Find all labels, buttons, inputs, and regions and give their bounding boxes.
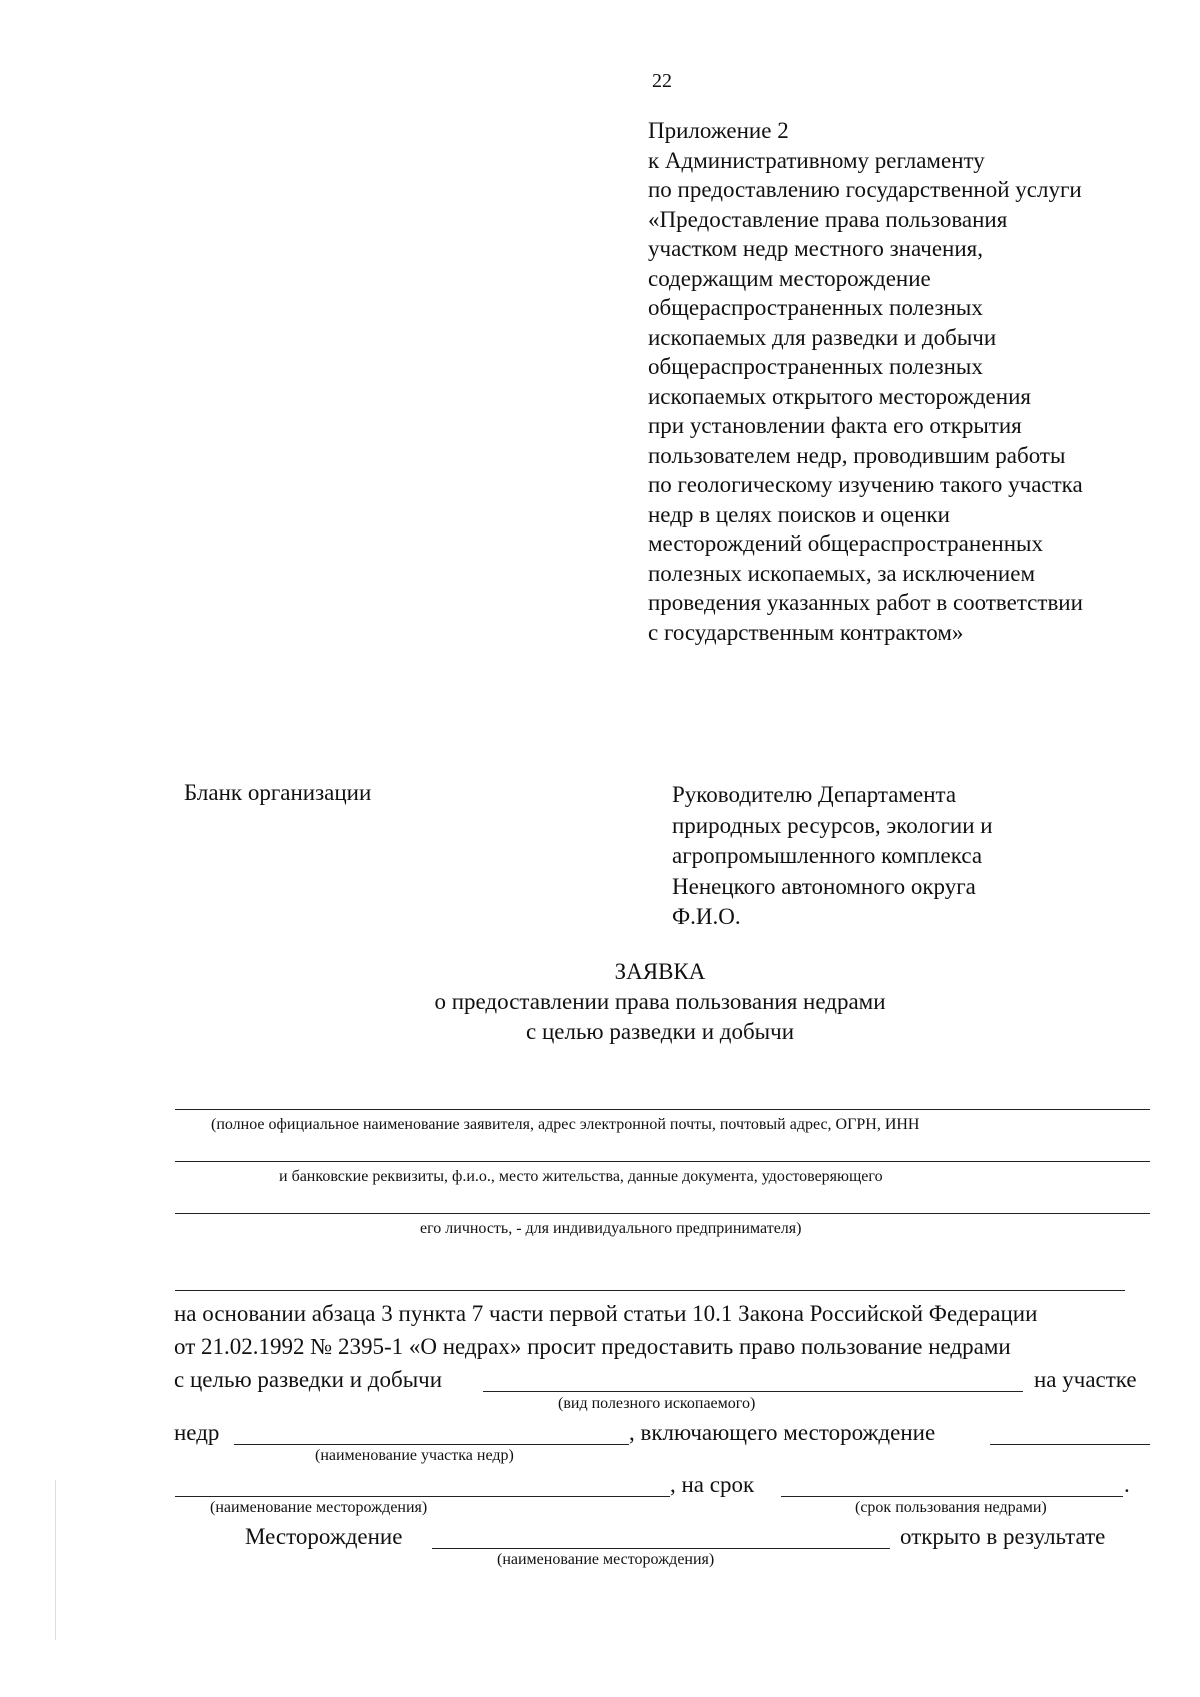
appendix-line: по предоставлению государственной услуги	[648, 177, 1082, 202]
applicant-caption: и банковские реквизиты, ф.и.о., место жительства, данные документа, удостоверяющего	[279, 1168, 883, 1185]
applicant-fill-line[interactable]	[175, 1290, 1125, 1291]
appendix-line: ископаемых для разведки и добычи	[648, 324, 997, 350]
body-line: от 21.02.1992 № 2395-1 «О недрах» просит предоставить право пользование недрами	[174, 1334, 1011, 1359]
addressee-line: природных ресурсов, экологии и	[672, 812, 993, 838]
appendix-line: общераспространенных полезных	[648, 354, 983, 379]
applicant-fill-line[interactable]	[175, 1109, 1150, 1110]
appendix-line: полезных ископаемых, за исключением	[648, 560, 1036, 586]
appendix-line: ископаемых открытого месторождения	[648, 383, 1031, 409]
deposit-name-field[interactable]	[175, 1496, 670, 1497]
scan-edge-mark	[55, 1480, 57, 1640]
applicant-fill-line[interactable]	[175, 1161, 1150, 1162]
body-line: , включающего месторождение	[629, 1420, 936, 1445]
applicant-caption: (полное официальное наименование заявителя, адрес электронной почты, почтовый адрес, ОГРН, ИНН	[211, 1116, 920, 1133]
deposit-name-field[interactable]	[990, 1444, 1150, 1445]
plot-name-field[interactable]	[234, 1444, 629, 1445]
addressee-block	[672, 780, 993, 933]
title-heading: ЗАЯВКА	[614, 959, 706, 984]
title-subheading: с целью разведки и добычи	[525, 1019, 795, 1044]
use-term-field[interactable]	[781, 1496, 1123, 1497]
deposit-name-caption: (наименование месторождения)	[210, 1499, 428, 1516]
body-line: недр	[174, 1420, 220, 1445]
body-line: с целью разведки и добычи	[174, 1367, 443, 1392]
body-line: открыто в результате	[900, 1524, 1106, 1549]
appendix-line: к Административному регламенту	[648, 147, 985, 173]
addressee-line: Ф.И.О.	[672, 904, 741, 929]
addressee-line: Руководителю Департамента	[672, 782, 957, 807]
appendix-line: «Предоставление права пользования	[648, 206, 1008, 232]
body-line: на участке	[1034, 1367, 1137, 1392]
deposit-name-field[interactable]	[432, 1548, 890, 1549]
body-line: .	[1124, 1472, 1130, 1497]
plot-name-caption: (наименование участка недр)	[315, 1447, 514, 1464]
body-line: , на срок	[670, 1472, 755, 1497]
appendix-line: проведения указанных работ в соответствии	[648, 590, 1083, 615]
appendix-line: Приложение 2	[648, 118, 789, 143]
body-line: Месторождение	[245, 1524, 403, 1549]
title-subheading: о предоставлении права пользования недрами	[434, 989, 886, 1014]
appendix-line: пользователем недр, проводившим работы	[648, 442, 1066, 468]
appendix-line: общераспространенных полезных	[648, 295, 983, 320]
appendix-line: недр в целях поисков и оценки	[648, 501, 950, 527]
deposit-name-caption: (наименование месторождения)	[497, 1551, 715, 1568]
appendix-header	[648, 116, 1083, 647]
appendix-line: месторождений общераспространенных	[648, 531, 1043, 556]
appendix-line: с государственным контрактом»	[648, 619, 964, 645]
appendix-line: содержащим месторождение	[648, 265, 931, 291]
appendix-line: по геологическому изучению такого участка	[648, 472, 1083, 497]
addressee-line: агропромышленного комплекса	[672, 843, 983, 868]
appendix-line: участком недр местного значения,	[648, 236, 983, 261]
use-term-caption: (срок пользования недрами)	[855, 1499, 1047, 1516]
mineral-type-caption: (вид полезного ископаемого)	[558, 1395, 756, 1412]
document-title	[0, 957, 1200, 1047]
mineral-type-field[interactable]	[483, 1391, 1023, 1392]
applicant-caption: его личность, - для индивидуального предпринимателя)	[420, 1220, 802, 1237]
page-number: 22	[652, 70, 672, 92]
addressee-line: Ненецкого автономного округа	[672, 873, 976, 899]
body-line: на основании абзаца 3 пункта 7 части первой статьи 10.1 Закона Российской Федерации	[174, 1301, 1038, 1326]
appendix-line: при установлении факта его открытия	[648, 413, 1022, 438]
letterhead-label: Бланк организации	[184, 780, 372, 805]
applicant-fill-line[interactable]	[175, 1213, 1150, 1214]
